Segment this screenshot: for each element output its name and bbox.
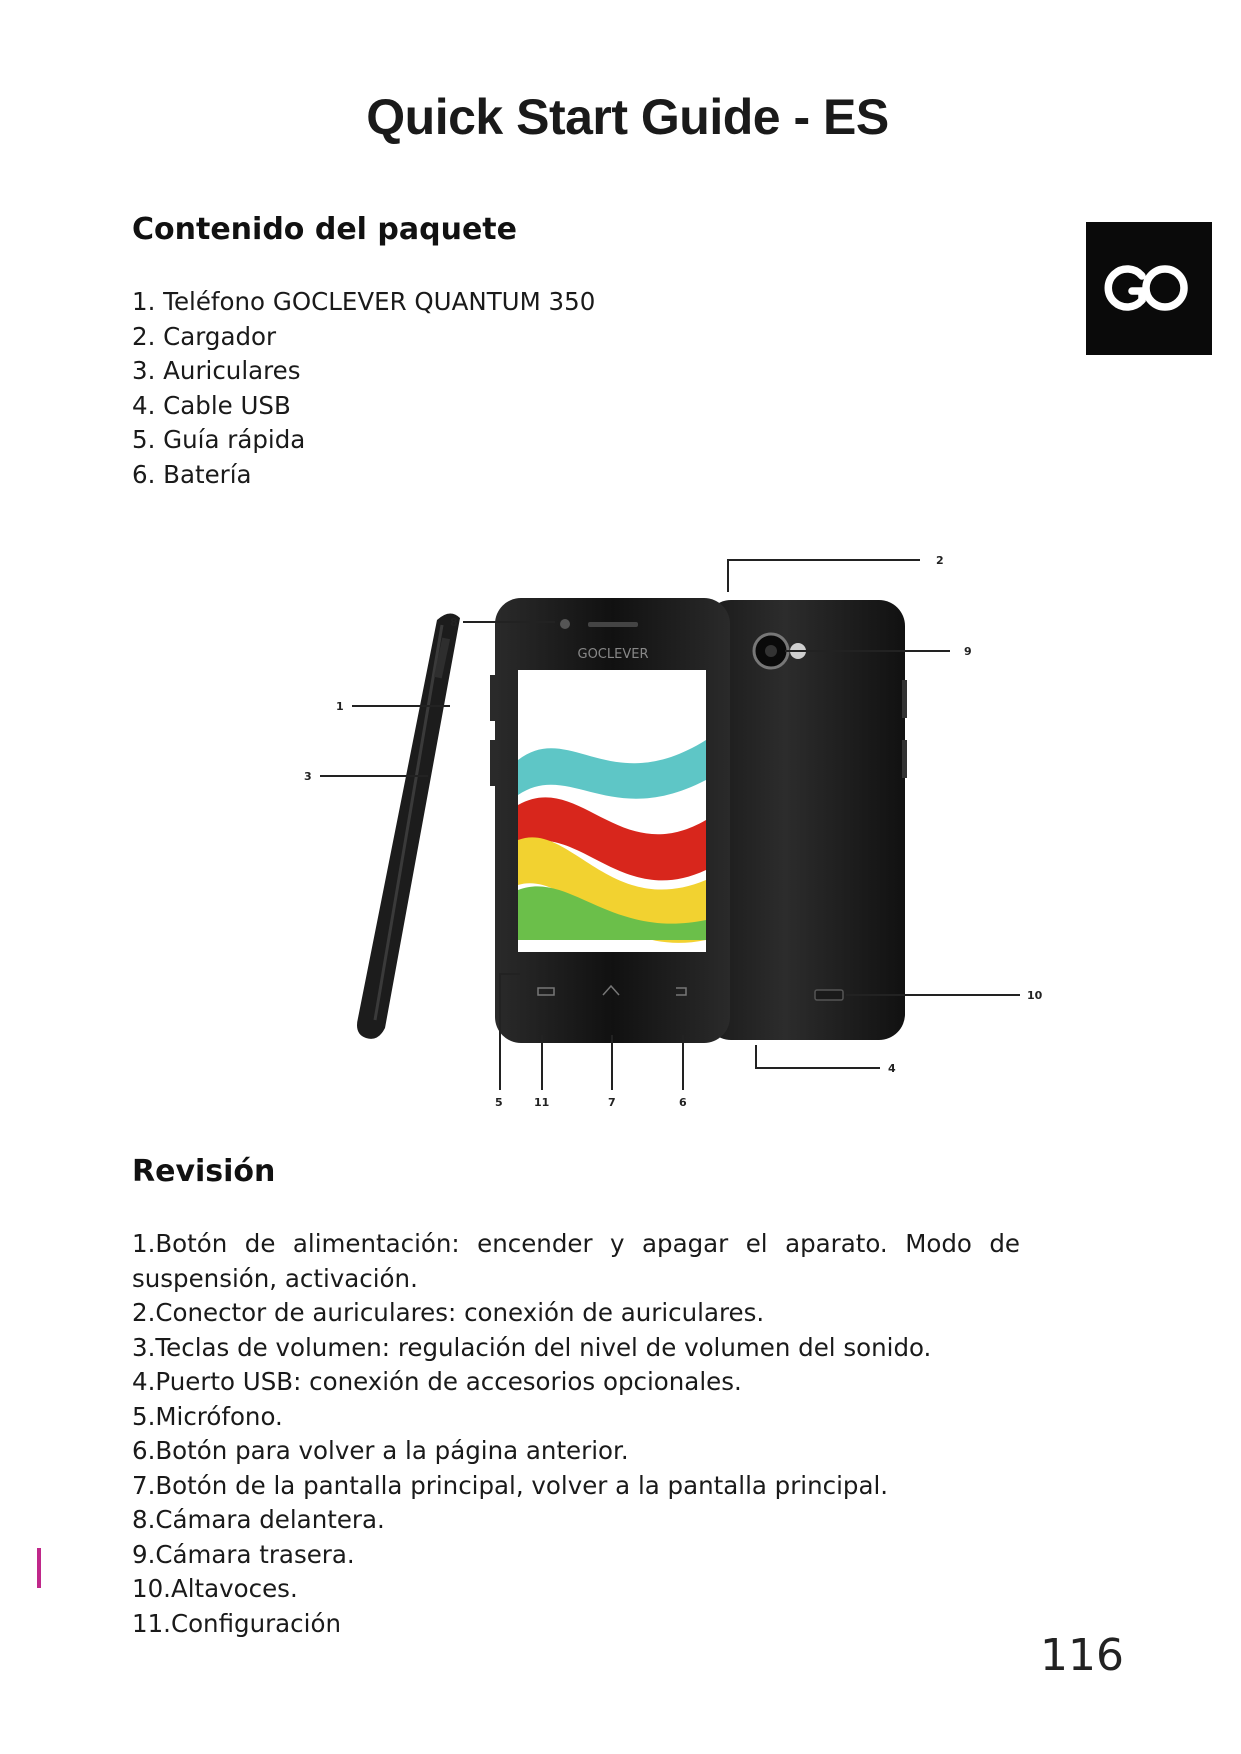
list-item: 3.Teclas de volumen: regulación del nivel de volumen del sonido. xyxy=(132,1332,932,1362)
package-list xyxy=(132,285,595,492)
list-item: 11.Configuración xyxy=(132,1608,341,1638)
callout-label: 11 xyxy=(534,1096,550,1109)
list-item: 10.Altavoces. xyxy=(132,1574,298,1603)
margin-accent-mark xyxy=(37,1548,41,1588)
list-item: 4. Cable USB xyxy=(132,390,291,420)
list-item: 5. Guía rápida xyxy=(132,425,306,454)
go-logo-icon xyxy=(1086,222,1212,355)
list-item: 6.Botón para volver a la página anterior. xyxy=(132,1436,629,1465)
callout-label: 7 xyxy=(608,1096,616,1109)
callout-label: 9 xyxy=(964,645,972,658)
phone-front-view xyxy=(490,598,730,1043)
phone-back-view xyxy=(705,600,907,1040)
page-title: Quick Start Guide - ES xyxy=(366,89,889,145)
phone-brand-label: GOCLEVER xyxy=(577,647,649,662)
list-item: 3. Auriculares xyxy=(132,356,301,385)
phone-diagram xyxy=(280,540,1080,1120)
callout-label: 10 xyxy=(1027,989,1043,1002)
list-item: 1.Botón de alimentación: encender y apagar el aparato. Modo de suspensión, activación. xyxy=(132,1229,1020,1293)
list-item: 2. Cargador xyxy=(132,321,277,351)
list-item: 5.Micrófono. xyxy=(132,1401,283,1431)
callout-label: 1 xyxy=(336,700,344,713)
phone-side-view xyxy=(357,613,460,1038)
callout-label: 8 xyxy=(450,616,458,629)
list-item: 1. Teléfono GOCLEVER QUANTUM 350 xyxy=(132,287,596,316)
review-list xyxy=(132,1227,1020,1641)
review-heading: Revisión xyxy=(132,1154,276,1189)
list-item: 8.Cámara delantera. xyxy=(132,1505,385,1534)
callout-label: 5 xyxy=(495,1096,503,1109)
callout-label: 2 xyxy=(936,554,944,567)
list-item: 4.Puerto USB: conexión de accesorios opcionales. xyxy=(132,1367,742,1396)
list-item: 2.Conector de auriculares: conexión de auriculares. xyxy=(132,1298,765,1327)
list-item: 9.Cámara trasera. xyxy=(132,1539,355,1569)
callout-label: 3 xyxy=(304,770,312,783)
callout-label: 6 xyxy=(679,1096,687,1109)
package-heading: Contenido del paquete xyxy=(132,212,517,247)
list-item: 6. Batería xyxy=(132,459,252,489)
list-item: 7.Botón de la pantalla principal, volver a la pantalla principal. xyxy=(132,1470,889,1500)
page-number: 116 xyxy=(1040,1630,1124,1681)
callout-label: 4 xyxy=(888,1062,896,1075)
brand-logo xyxy=(1086,222,1212,355)
